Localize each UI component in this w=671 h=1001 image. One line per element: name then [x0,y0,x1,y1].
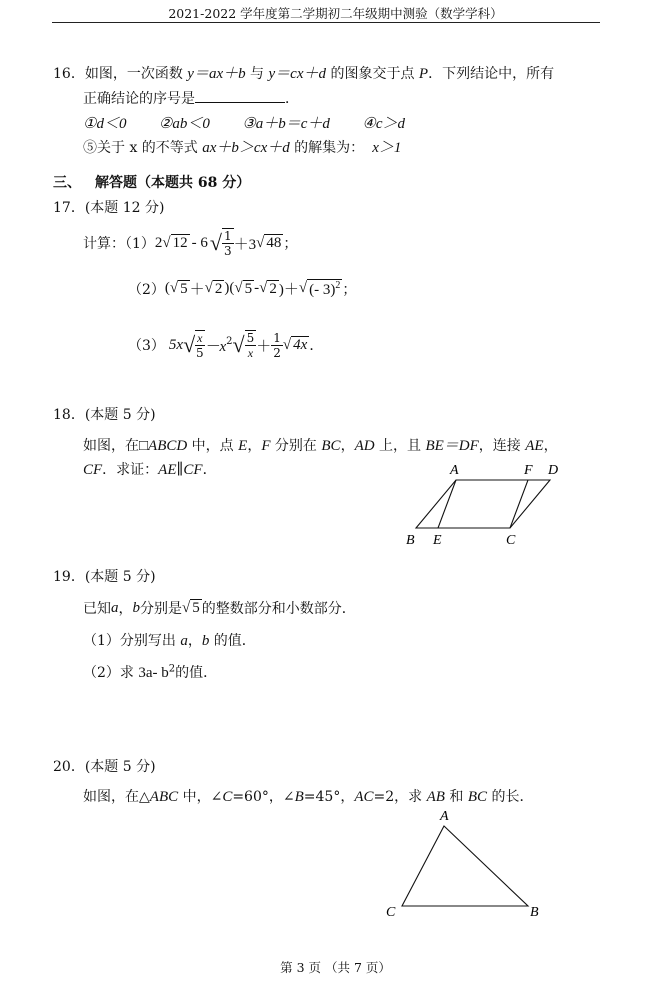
parallelogram-figure [400,458,570,550]
page-header: 2021-2022 学年度第二学期初二年级期中测验（数学学科） [168,6,503,21]
segment-ae [438,480,456,528]
q18-line1: 如图，在□ABCD 中，点 E，F 分别在 BC，AD 上，且 BE＝DF，连接 AE， [83,438,558,454]
triangle-figure [380,806,550,924]
q16-options-row [83,112,405,133]
header-rule [52,22,600,23]
label-e: E [433,533,442,548]
label-b: B [530,905,539,920]
fraction-one-third: $\frac{1}{3}$ [223,229,232,258]
label-c: C [506,533,516,548]
q19-line1: 已知 a ， b 分别是 √ 5 的整数部分和小数部分． [83,599,356,617]
parallelogram-abcd [416,480,550,528]
q16-option-2: ②ab＜0 [158,116,210,132]
q16-number: 16． [53,66,85,82]
answer-blank[interactable] [195,88,285,103]
q17-number: 17．(本题 12 分) [53,200,165,216]
q17-part1: 计算：（1） 2 √ 12 - 6 √ $\frac{1}{3}$ ＋3 √ 48 ； [83,229,298,258]
q16-option-3: ③a＋b＝c＋d [242,116,330,132]
q16-option-4: ④c＞d [362,116,405,132]
page-footer: 第 3 页 （共 7 页） [280,960,391,975]
q20-number: 20．(本题 5 分) [53,759,156,775]
q19-part1: （1）分别写出 a，b 的值． [83,633,256,649]
segment-cf [510,480,528,528]
q16-option-1: ①d＜0 [83,116,127,132]
q19-part2: （2）求 3a- $b^2$的值． [83,663,218,681]
q17-part3: （3） 5x √ $\frac{x}{5}$ －x $^2$ √ $\frac{5}{x}$ ＋ $\frac{1}{2}$ √ 4x ． [128,330,324,360]
q16-option-5: ⑤关于 x 的不等式 ax＋b＞cx＋d 的解集为： x＞1 [83,140,402,156]
label-c: C [386,905,396,920]
q17-part2: （2） ( √ 5 ＋ √ 2 )( √ 5 - √ 2 )＋ √ (- 3)$^2$ ； [128,279,357,298]
label-d: D [548,463,559,478]
label-b: B [406,533,415,548]
label-f: F [524,463,533,478]
q16-line2: 正确结论的序号是 ． [83,88,299,108]
q18-line2: CF．求证：AE∥CF． [83,462,217,478]
q20-line1: 如图，在△ABC 中，∠C=60°，∠B=45°，AC=2，求 AB 和 BC 的长． [83,789,534,805]
q19-number: 19．(本题 5 分) [53,569,156,585]
triangle-abc [402,826,528,906]
section-3-heading: 三、 解答题（本题共 68 分） [53,175,251,191]
label-a: A [440,809,449,824]
q16-line1: 16．如图，一次函数 y＝ax＋b 与 y＝cx＋d 的图象交于点 P．下列结论中，所有 [53,66,555,82]
q18-number: 18．(本题 5 分) [53,407,156,423]
label-a: A [450,463,459,478]
